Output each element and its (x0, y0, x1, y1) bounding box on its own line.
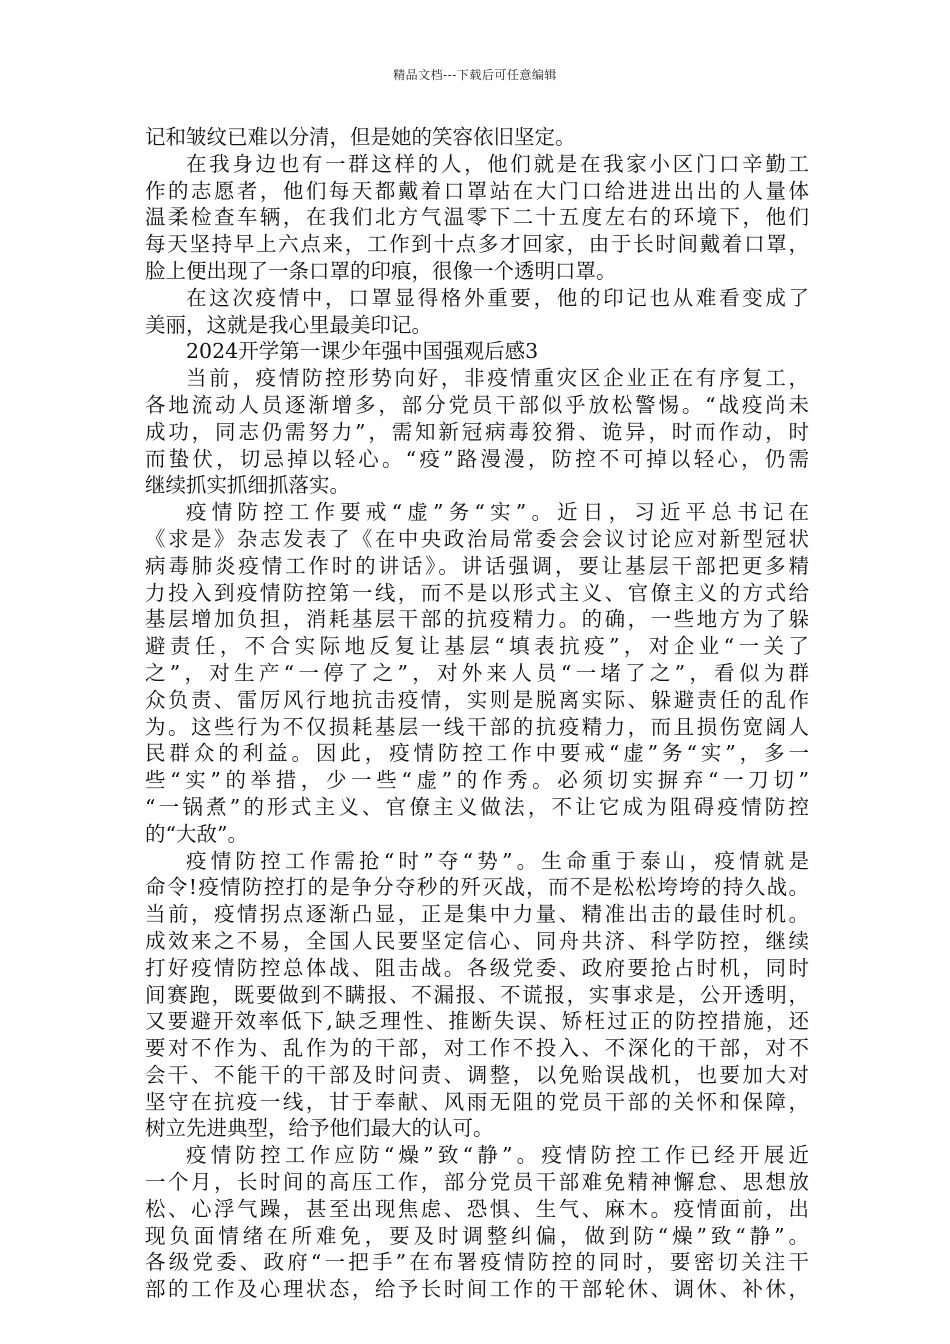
text-line: 间赛跑，既要做到不瞒报、不漏报、不谎报，实事求是，公开透明， (145, 982, 809, 1007)
text-line: 《求是》杂志发表了《在中央政治局常委会会议讨论应对新型冠状 (145, 526, 809, 551)
text-line: 疫情防控工作要戒“虚”务“实”。近日，习近平总书记在 (186, 500, 809, 525)
text-line: 些“实”的举措，少一些“虚”的作秀。必须切实摒弃“一刀切” (145, 768, 809, 793)
text-line: 松、心浮气躁，甚至出现焦虑、恐惧、生气、麻木。疫情面前，出 (145, 1196, 809, 1221)
text-line: 现负面情绪在所难免，要及时调整纠偏，做到防“燥”致“静”。 (145, 1223, 809, 1248)
text-line: 成效来之不易，全国人民要坚定信心、同舟共济、科学防控，继续 (145, 928, 809, 953)
text-line: 会干、不能干的干部及时问责、调整，以免贻误战机，也要加大对 (145, 1062, 809, 1087)
text-line: 在这次疫情中，口罩显得格外重要，他的印记也从难看变成了 (186, 285, 809, 310)
text-line: 继续抓实抓细抓落实。 (145, 473, 350, 498)
text-line: 坚守在抗疫一线，甘于奉献、风雨无阻的党员干部的关怀和保障， (145, 1089, 809, 1114)
text-line: 的“大敌”。 (145, 821, 248, 846)
text-line: 之”，对生产“一停了之”，对外来人员“一堵了之”，看似为群 (145, 660, 809, 685)
text-line: 当前，疫情拐点逐渐凸显，正是集中力量、精准出击的最佳时机。 (145, 902, 809, 927)
text-line: 树立先进典型，给予他们最大的认可。 (145, 1116, 494, 1141)
text-line: 一个月，长时间的高压工作，部分党员干部难免精神懈怠、思想放 (145, 1170, 809, 1195)
text-line: 要对不作为、乱作为的干部，对工作不投入、不深化的干部，对不 (145, 1036, 809, 1061)
text-line: 命令!疫情防控打的是争分夺秒的歼灭战，而不是松松垮垮的持久战。 (145, 875, 809, 900)
text-line: 疫情防控工作应防“燥”致“静”。疫情防控工作已经开展近 (186, 1143, 809, 1168)
text-line: 病毒肺炎疫情工作时的讲话》。讲话强调，要让基层干部把更多精 (145, 553, 809, 578)
text-line: 打好疫情防控总体战、阻击战。各级党委、政府要抢占时机，同时 (145, 955, 809, 980)
text-line: 部的工作及心理状态，给予长时间工作的干部轮休、调休、补休， (145, 1277, 809, 1302)
text-line: 作的志愿者，他们每天都戴着口罩站在大门口给进进出出的人量体 (145, 178, 809, 203)
text-line: 每天坚持早上六点来，工作到十点多才回家，由于长时间戴着口罩， (145, 232, 809, 257)
text-line: 美丽，这就是我心里最美印记。 (145, 312, 432, 337)
text-line: 又要避开效率低下,缺乏理性、推断失误、矫枉过正的防控措施，还 (145, 1009, 809, 1034)
text-line: 众负责、雷厉风行地抗击疫情，实则是脱离实际、躲避责任的乱作 (145, 687, 809, 712)
text-line: “一锅煮”的形式主义、官僚主义做法，不让它成为阻碍疫情防控 (145, 794, 809, 819)
text-line: 避责任，不合实际地反复让基层“填表抗疫”，对企业“一关了 (145, 634, 809, 659)
text-line: 民群众的利益。因此，疫情防控工作中要戒“虚”务“实”，多一 (145, 741, 809, 766)
text-line: 各级党委、政府“一把手”在布署疫情防控的同时，要密切关注干 (145, 1250, 809, 1275)
text-line: 记和皱纹已难以分清，但是她的笑容依旧坚定。 (145, 125, 576, 149)
text-line: 各地流动人员逐渐增多，部分党员干部似乎放松警惕。“战疫尚未 (145, 392, 809, 417)
page-header-watermark: 精品文档---下载后可任意编辑 (393, 68, 557, 82)
text-line: 基层增加负担，消耗基层干部的抗疫精力。的确，一些地方为了躲 (145, 607, 809, 632)
text-line: 在我身边也有一群这样的人，他们就是在我家小区门口辛勤工 (186, 151, 809, 176)
text-line: 而蛰伏，切忌掉以轻心。“疫”路漫漫，防控不可掉以轻心，仍需 (145, 446, 809, 471)
text-line: 力投入到疫情防控第一线，而不是以形式主义、官僚主义的方式给 (145, 580, 809, 605)
text-line: 当前，疫情防控形势向好，非疫情重灾区企业正在有序复工， (186, 366, 809, 391)
text-line: 成功，同志仍需努力”，需知新冠病毒狡猾、诡异，时而作动，时 (145, 419, 809, 444)
text-line: 2024开学第一课少年强中国强观后感3 (186, 339, 539, 364)
text-line: 为。这些行为不仅损耗基层一线干部的抗疫精力，而且损伤宽阔人 (145, 714, 809, 739)
text-line: 疫情防控工作需抢“时”夺“势”。生命重于泰山，疫情就是 (186, 848, 809, 873)
text-line: 脸上便出现了一条口罩的印痕，很像一个透明口罩。 (145, 258, 617, 283)
text-line: 温柔检查车辆，在我们北方气温零下二十五度左右的环境下，他们 (145, 205, 809, 230)
document-body (145, 124, 809, 1303)
